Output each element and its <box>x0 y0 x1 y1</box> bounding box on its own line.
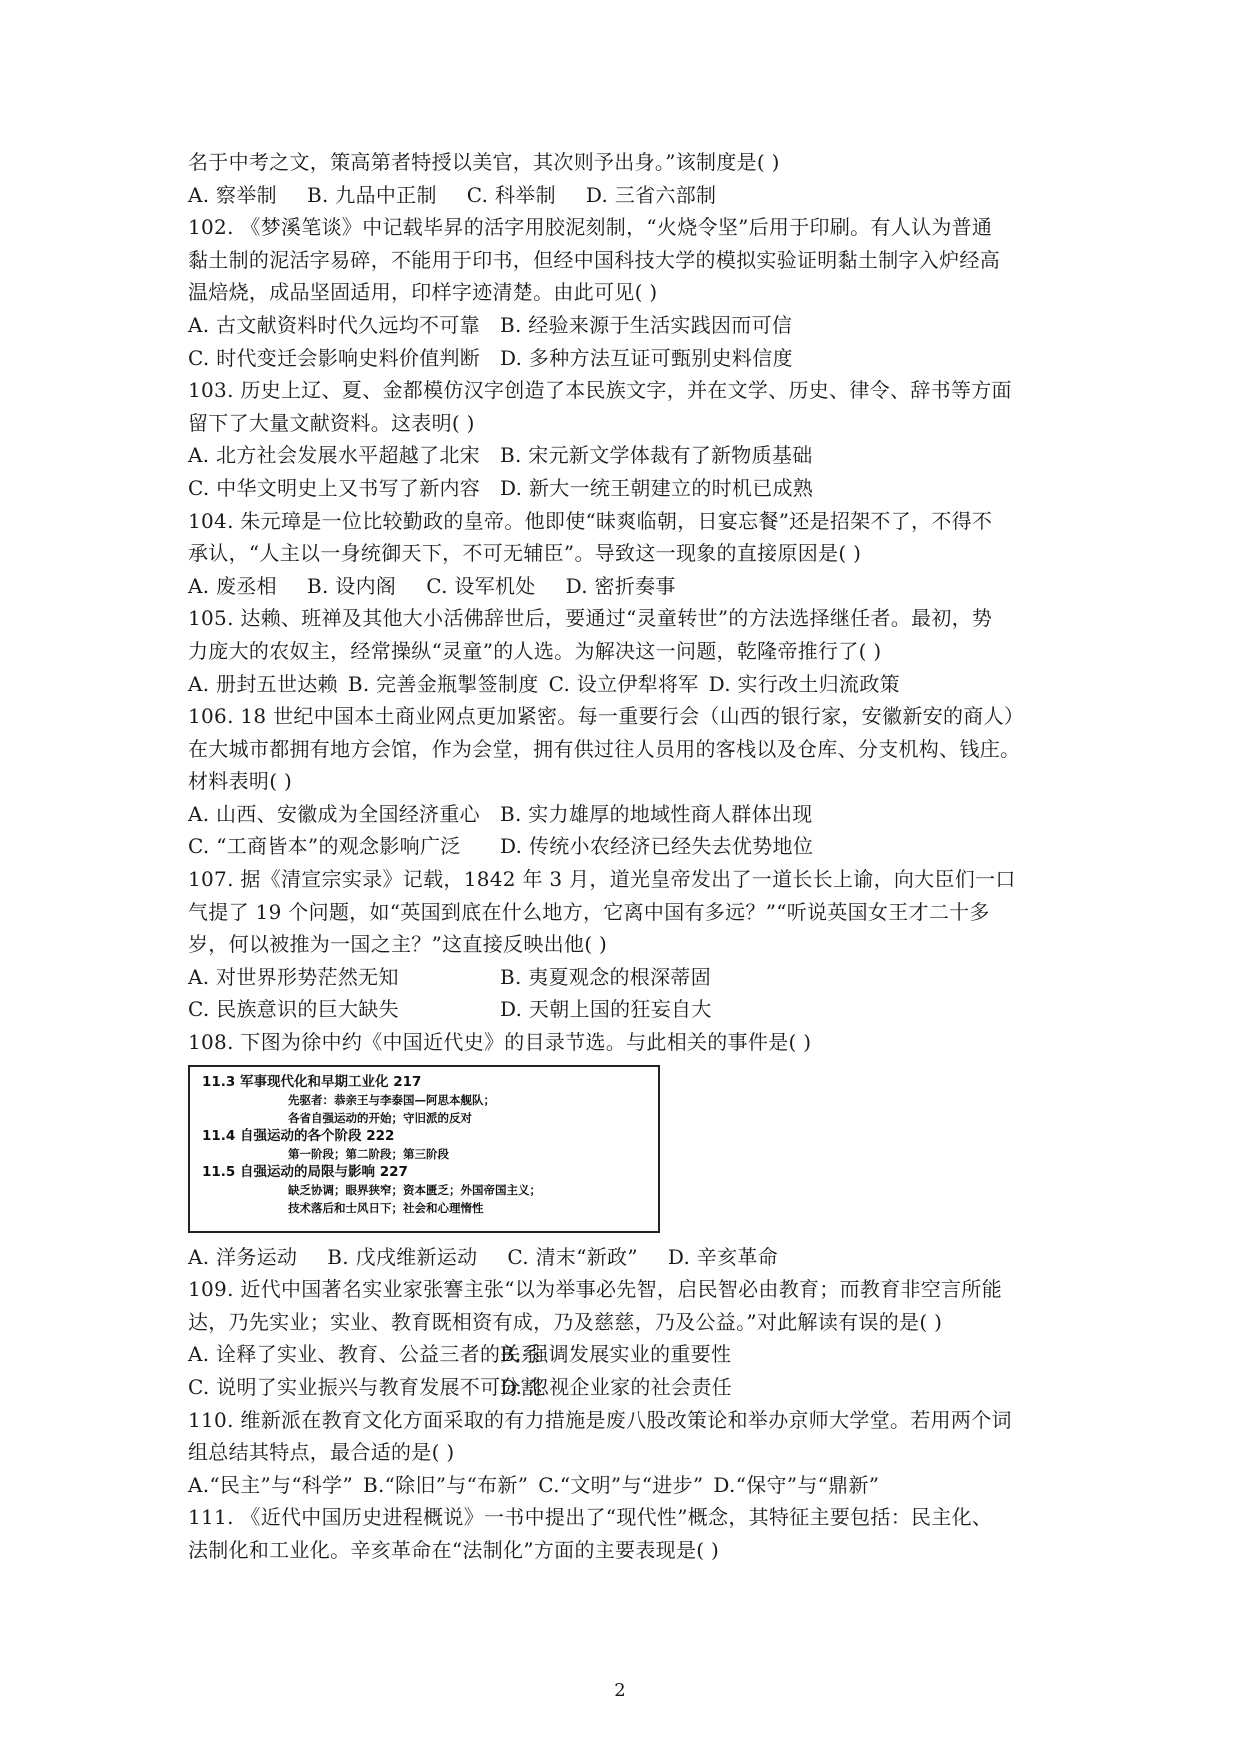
answer-option: C. 时代变迁会影响史料价值判断 <box>188 345 481 370</box>
question-text-line: 109. 近代中国著名实业家张謇主张“以为举事必先智，启民智必由教育；而教育非空言所能 <box>188 1277 1003 1302</box>
answer-option: A. 察举制 <box>188 182 277 207</box>
answer-options <box>188 1469 1068 1502</box>
answer-options <box>188 1371 1068 1404</box>
table-of-contents-figure <box>188 1065 660 1233</box>
question-text-line: 材料表明( ) <box>188 769 293 794</box>
toc-subitems: 各省自强运动的开始；守旧派的反对 <box>288 1110 472 1125</box>
question-text-line: 111. 《近代中国历史进程概说》一书中提出了“现代性”概念，其特征主要包括：民主化、 <box>188 1505 993 1530</box>
answer-option: D. 三省六部制 <box>585 182 717 207</box>
answer-option: C. 民族意识的巨大缺失 <box>188 997 399 1022</box>
answer-options <box>188 342 1068 375</box>
answer-options <box>188 668 1068 701</box>
question-text-line: 110. 维新派在教育文化方面采取的有力措施是废八股改策论和举办京师大学堂。若用两个词 <box>188 1407 1012 1432</box>
answer-option: D. 多种方法互证可甄别史料信度 <box>500 345 793 370</box>
toc-subitems: 先驱者：恭亲王与李泰国—阿思本舰队； <box>288 1092 495 1107</box>
answer-options <box>188 961 1068 994</box>
answer-options <box>188 798 1068 831</box>
answer-option: B. 强调发展实业的重要性 <box>500 1342 732 1367</box>
answer-option: D.“保守”与“鼎新” <box>713 1472 880 1497</box>
answer-option: A. 山西、安徽成为全国经济重心 <box>188 801 480 826</box>
answer-option: C. 说明了实业振兴与教育发展不可分割 <box>188 1375 542 1399</box>
question-text-line: 103. 历史上辽、夏、金都模仿汉字创造了本民族文字，并在文学、历史、律令、辞书等方面 <box>188 378 1012 403</box>
answer-option: B. 九品中正制 <box>306 182 437 207</box>
answer-options <box>188 439 1068 472</box>
answer-option: C. 科举制 <box>466 182 556 207</box>
page-number: 2 <box>614 1680 626 1701</box>
question-text-line: 力庞大的农奴主，经常操纵“灵童”的人选。为解决这一问题，乾隆帝推行了( ) <box>188 638 882 663</box>
answer-option: A. 对世界形势茫然无知 <box>188 964 399 989</box>
answer-options <box>188 309 1068 342</box>
answer-option: B. 夷夏观念的根深蒂固 <box>500 964 712 989</box>
answer-option: C. 设立伊犁将军 <box>548 671 699 696</box>
question-text-line: 105. 达赖、班禅及其他大小活佛辞世后，要通过“灵童转世”的方法选择继任者。最初，势 <box>188 606 993 631</box>
question-text-line: 岁，何以被推为一国之主？”这直接反映出他( ) <box>188 932 608 957</box>
answer-option: D. 忽视企业家的社会责任 <box>500 1375 732 1399</box>
question-text-line: 法制化和工业化。辛亥革命在“法制化”方面的主要表现是( ) <box>188 1537 720 1562</box>
question-text-line: 黏土制的泥活字易碎，不能用于印书，但经中国科技大学的模拟实验证明黏土制字入炉经高 <box>188 247 1000 272</box>
answer-options <box>188 993 1068 1026</box>
answer-option: C. 设军机处 <box>426 573 536 598</box>
question-text-line: 108. 下图为徐中约《中国近代史》的目录节选。与此相关的事件是( ) <box>188 1030 812 1055</box>
answer-option: D. 天朝上国的狂妄自大 <box>500 997 712 1022</box>
answer-options <box>188 1338 1068 1371</box>
toc-subitems: 第一阶段；第二阶段；第三阶段 <box>288 1146 449 1161</box>
toc-subitems: 技术落后和士风日下；社会和心理惰性 <box>288 1200 484 1215</box>
answer-option: A. 诠释了实业、教育、公益三者的关系 <box>188 1342 541 1367</box>
toc-section-heading: 11.5 自强运动的局限与影响 227 <box>202 1163 408 1180</box>
answer-options <box>188 570 1068 603</box>
answer-option: D. 新大一统王朝建立的时机已成熟 <box>500 475 814 500</box>
question-text-line: 107. 据《清宣宗实录》记载，1842 年 3 月，道光皇帝发出了一道长长上谕，向大臣们一口 <box>188 867 1016 892</box>
answer-option: A.“民主”与“科学” <box>188 1472 353 1497</box>
answer-option: B. 完善金瓶掣签制度 <box>347 671 539 696</box>
answer-options <box>188 472 1068 505</box>
question-text-line: 达，乃先实业；实业、教育既相资有成，乃及慈慈，乃及公益。”对此解读有误的是( ) <box>188 1309 943 1334</box>
answer-option: A. 古文献资料时代久远均不可靠 <box>188 312 480 337</box>
answer-option: A. 北方社会发展水平超越了北宋 <box>188 443 480 468</box>
answer-option: B. 经验来源于生活实践因而可信 <box>500 312 793 337</box>
answer-option: B. 设内阁 <box>306 573 397 598</box>
question-text-line: 在大城市都拥有地方会馆，作为会堂，拥有供过往人员用的客栈以及仓库、分支机构、钱庄。 <box>188 736 1021 761</box>
answer-options <box>188 830 1068 863</box>
question-text-line: 104. 朱元璋是一位比较勤政的皇帝。他即使“昧爽临朝，日宴忘餐”还是招架不了，不得不 <box>188 508 993 533</box>
answer-option: D. 辛亥革命 <box>667 1244 778 1269</box>
question-text-line: 承认，“人主以一身统御天下，不可无辅臣”。导致这一现象的直接原因是( ) <box>188 541 862 566</box>
question-text-line: 106. 18 世纪中国本土商业网点更加紧密。每一重要行会（山西的银行家，安徽新安的商人） <box>188 704 1025 729</box>
answer-option: C. “工商皆本”的观念影响广泛 <box>188 834 461 859</box>
answer-option: A. 洋务运动 <box>188 1244 298 1269</box>
answer-option: A. 册封五世达赖 <box>188 671 338 696</box>
question-text-line: 102. 《梦溪笔谈》中记载毕昇的活字用胶泥刻制，“火烧令坚”后用于印刷。有人认为普通 <box>188 215 993 240</box>
answer-option: C. 中华文明史上又书写了新内容 <box>188 475 481 500</box>
answer-options <box>188 179 1068 212</box>
answer-option: C. 清末“新政” <box>507 1244 638 1269</box>
question-text-line: 气提了 19 个问题，如“英国到底在什么地方，它离中国有多远？”“听说英国女王才二十多 <box>188 899 990 924</box>
toc-subitems: 缺乏协调；眼界狭窄；资本匮乏；外国帝国主义； <box>288 1182 541 1197</box>
answer-option: B.“除旧”与“布新” <box>363 1472 529 1497</box>
answer-option: B. 宋元新文学体裁有了新物质基础 <box>500 443 813 468</box>
answer-option: D. 密折奏事 <box>565 573 676 598</box>
answer-options <box>188 1241 1068 1274</box>
answer-option: A. 废丞相 <box>188 573 277 598</box>
answer-option: C.“文明”与“进步” <box>538 1472 704 1497</box>
answer-option: B. 实力雄厚的地域性商人群体出现 <box>500 801 813 826</box>
answer-option: D. 实行改土归流政策 <box>708 671 900 696</box>
question-content <box>188 146 1068 1567</box>
answer-option: B. 戊戌维新运动 <box>327 1244 478 1269</box>
question-text-line: 温焙烧，成品坚固适用，印样字迹清楚。由此可见( ) <box>188 280 658 305</box>
question-text-line: 名于中考之文，策高第者特授以美官，其次则予出身。”该制度是( ) <box>188 150 780 174</box>
answer-option: D. 传统小农经济已经失去优势地位 <box>500 834 814 859</box>
question-text-line: 组总结其特点，最合适的是( ) <box>188 1440 455 1465</box>
toc-section-heading: 11.3 军事现代化和早期工业化 217 <box>202 1073 422 1090</box>
toc-section-heading: 11.4 自强运动的各个阶段 222 <box>202 1127 395 1144</box>
question-text-line: 留下了大量文献资料。这表明( ) <box>188 410 475 435</box>
